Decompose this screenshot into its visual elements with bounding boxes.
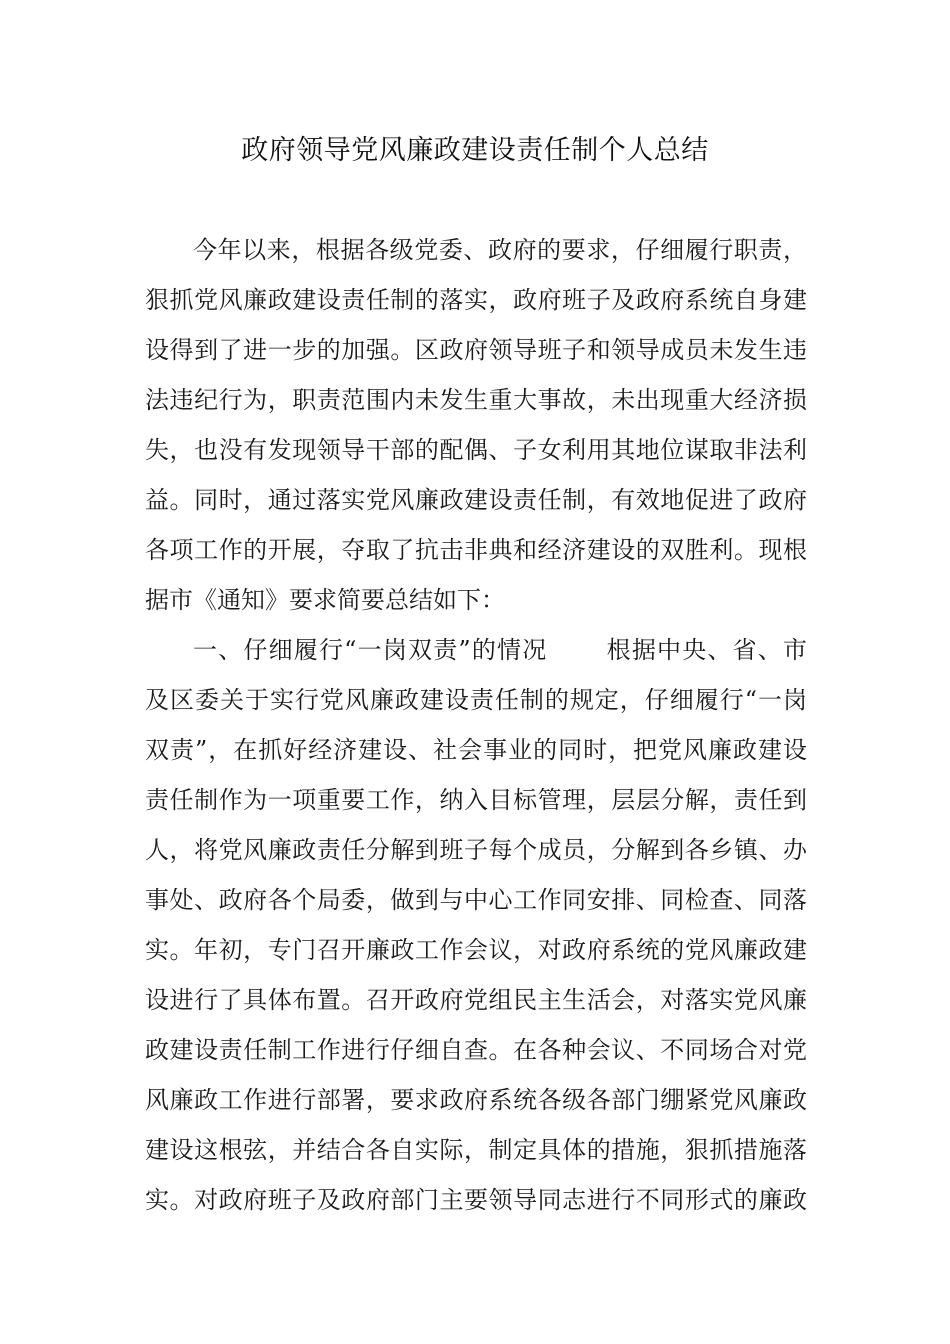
paragraph-line: 据市《通知》要求简要总结如下： <box>145 586 505 614</box>
paragraph-line: 政建设责任制工作进行仔细自查。在各种会议、不同场合对党 <box>145 1036 807 1064</box>
paragraph-line: 失，也没有发现领导干部的配偶、子女利用其地位谋取非法利 <box>145 436 807 464</box>
paragraph-line: 事处、政府各个局委，做到与中心工作同安排、同检查、同落 <box>145 886 807 914</box>
paragraph-line: 各项工作的开展，夺取了抗击非典和经济建设的双胜利。现根 <box>145 536 807 564</box>
paragraph-line: 人，将党风廉政责任分解到班子每个成员，分解到各乡镇、办 <box>145 836 807 864</box>
paragraph-line: 双责”，在抓好经济建设、社会事业的同时，把党风廉政建设 <box>145 736 807 764</box>
paragraph-line: 法违纪行为，职责范围内未发生重大事故，未出现重大经济损 <box>145 386 807 414</box>
paragraph-line: 实。对政府班子及政府部门主要领导同志进行不同形式的廉政 <box>145 1186 807 1214</box>
paragraph-line: 益。同时，通过落实党风廉政建设责任制，有效地促进了政府 <box>145 486 807 514</box>
paragraph-line: 责任制作为一项重要工作，纳入目标管理，层层分解，责任到 <box>145 786 807 814</box>
paragraph-line: 设得到了进一步的加强。区政府领导班子和领导成员未发生违 <box>145 336 807 364</box>
paragraph-line: 狠抓党风廉政建设责任制的落实，政府班子及政府系统自身建 <box>145 286 807 314</box>
paragraph-line: 及区委关于实行党风廉政建设责任制的规定，仔细履行“一岗 <box>145 686 807 714</box>
paragraph-line: 实。年初，专门召开廉政工作会议，对政府系统的党风廉政建 <box>145 936 807 964</box>
paragraph-line: 建设这根弦，并结合各自实际，制定具体的措施，狠抓措施落 <box>145 1136 807 1164</box>
paragraph-line: 设进行了具体布置。召开政府党组民主生活会，对落实党风廉 <box>145 986 807 1014</box>
document-title: 政府领导党风廉政建设责任制个人总结 <box>241 135 709 166</box>
paragraph-line: 今年以来，根据各级党委、政府的要求，仔细履行职责， <box>193 236 807 264</box>
paragraph-line: 风廉政工作进行部署，要求政府系统各级各部门绷紧党风廉政 <box>145 1086 807 1114</box>
section-heading-line: 一、仔细履行“一岗双责”的情况 根据中央、省、市 <box>193 636 807 664</box>
